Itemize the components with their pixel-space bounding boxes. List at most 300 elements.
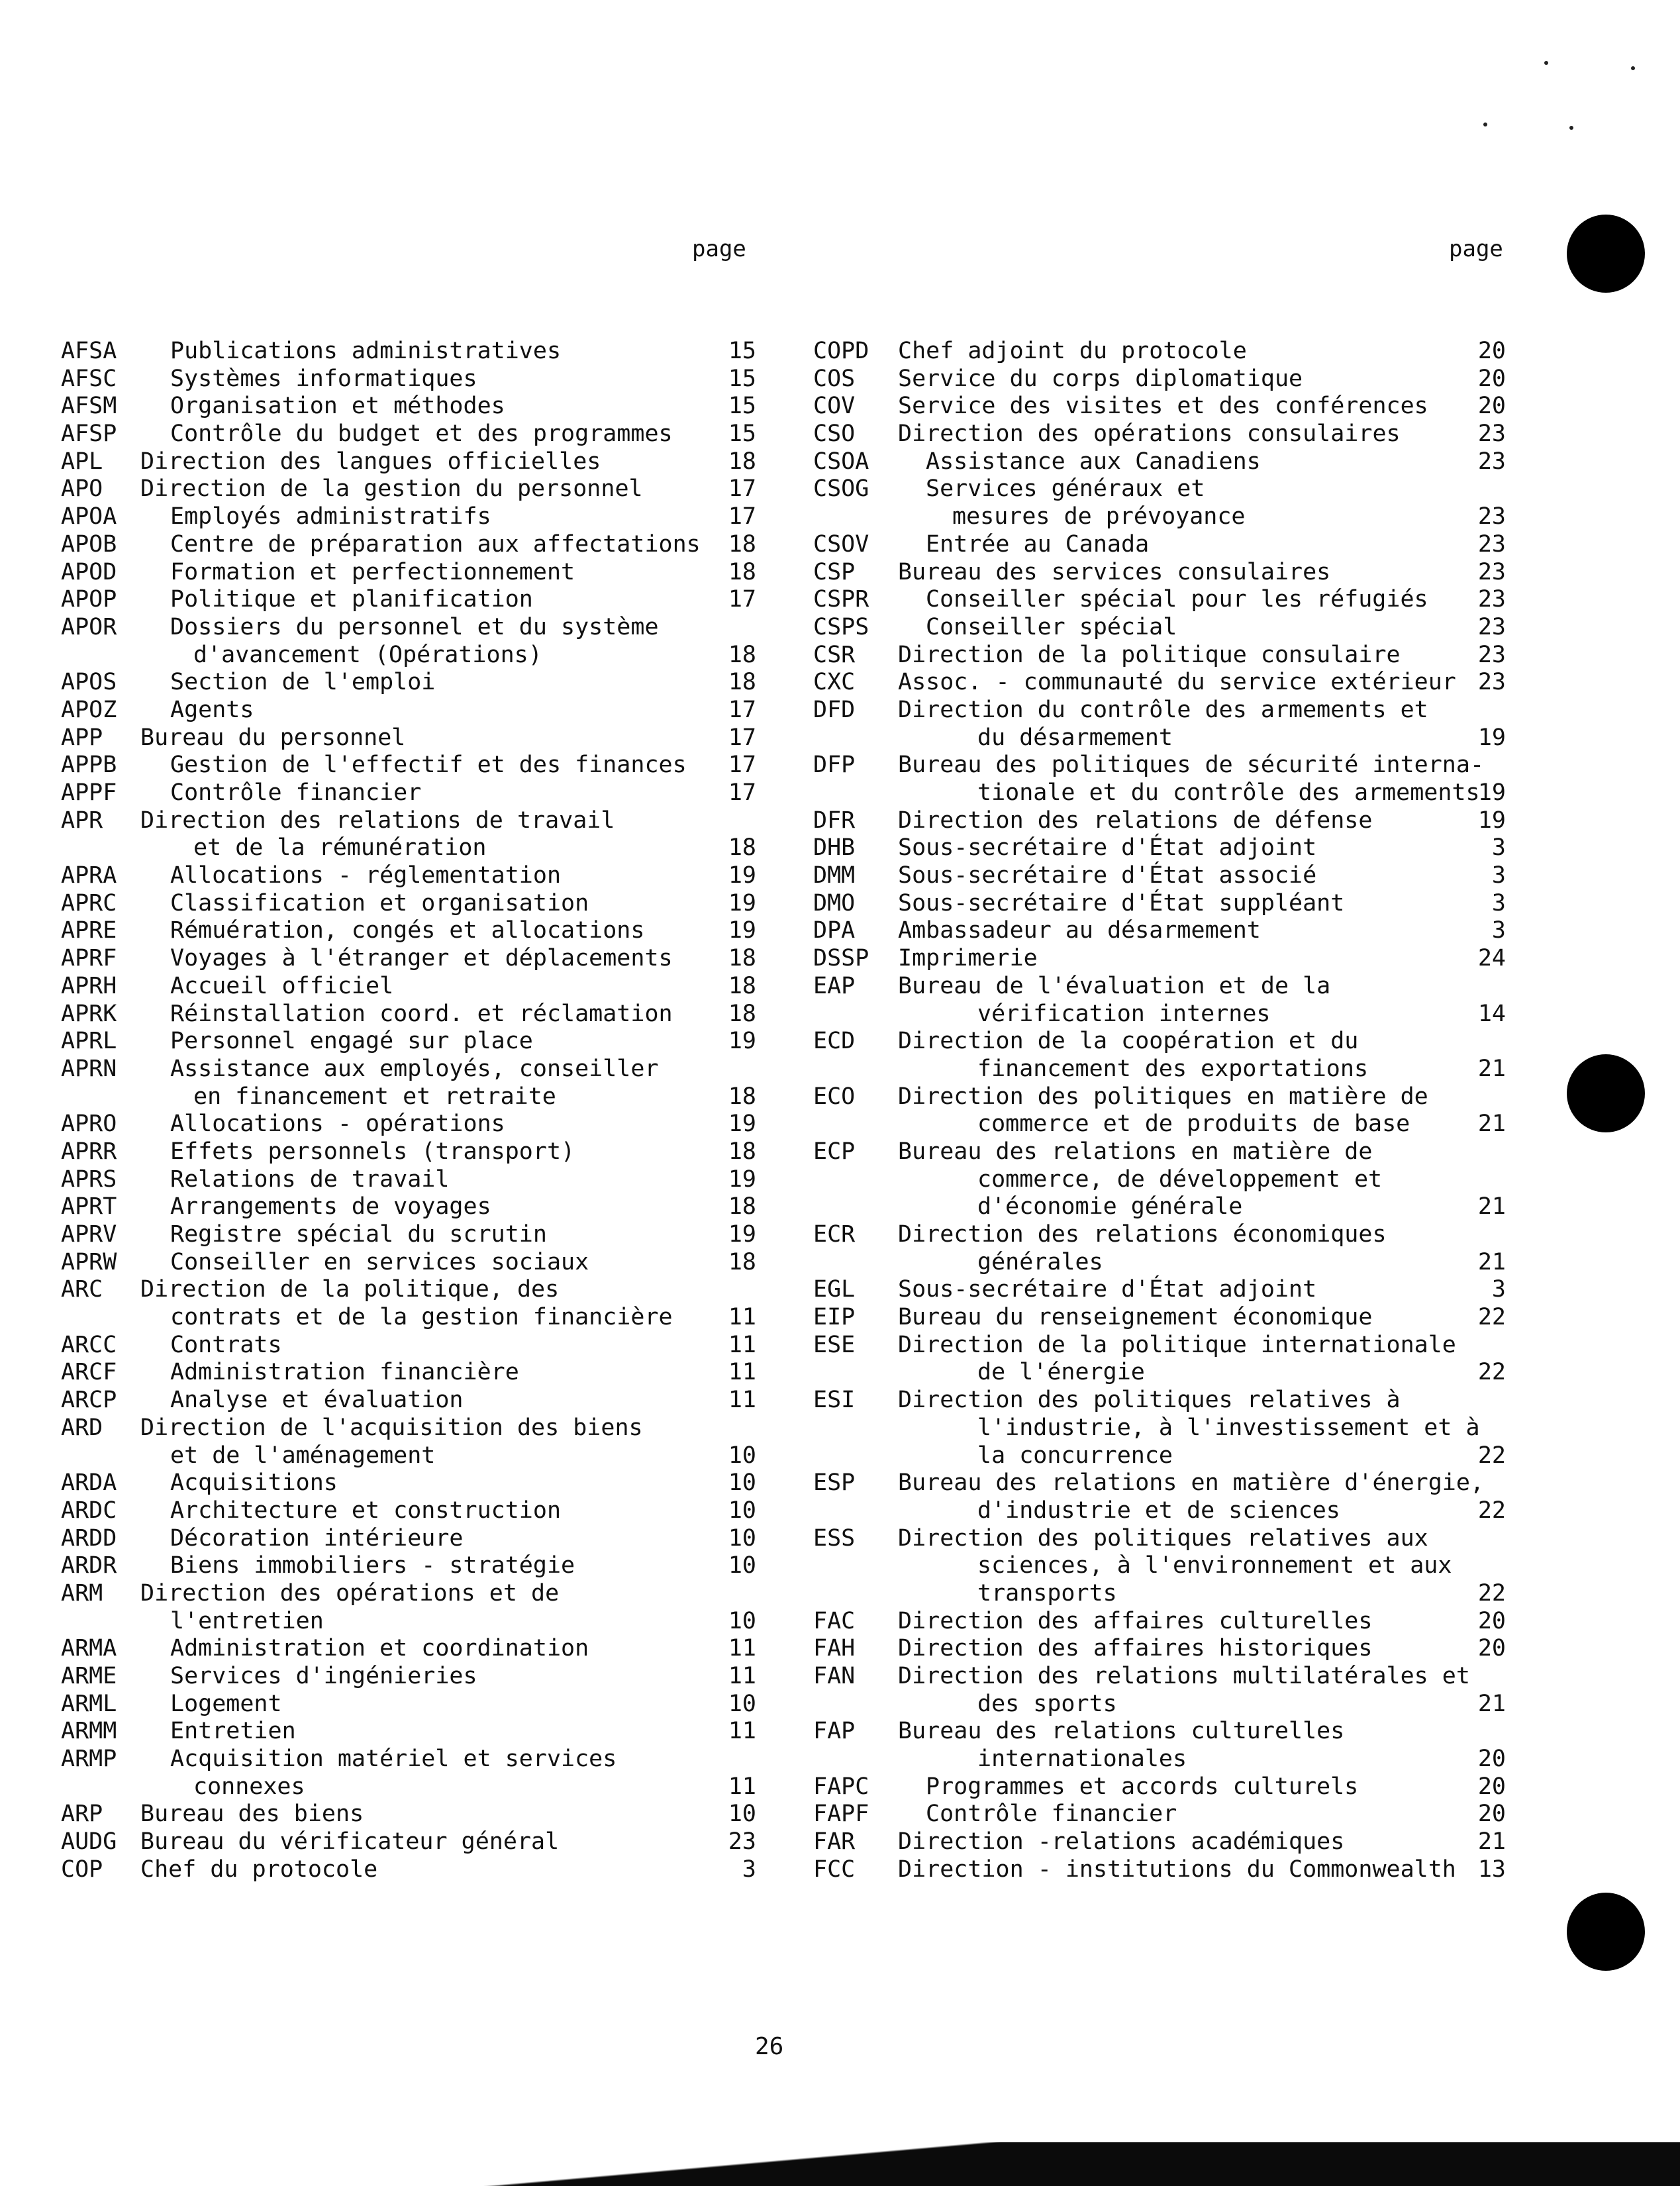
entry-code: APRC (61, 889, 117, 917)
entry-label: Sous-secrétaire d'État adjoint (898, 1276, 1317, 1303)
entry-page-number: 17 (728, 724, 756, 751)
entry-label: tionale et du contrôle des armements (977, 779, 1480, 806)
entry-page-number: 21 (1477, 1055, 1506, 1082)
entry-page-number: 20 (1477, 338, 1506, 364)
entry-code: FAC (813, 1607, 856, 1634)
index-entry (813, 586, 1506, 614)
entry-label: mesures de prévoyance (952, 503, 1246, 530)
entry-code: APL (61, 448, 103, 475)
entry-page-number: 23 (728, 1828, 756, 1856)
entry-label: Direction de la politique consulaire (898, 641, 1401, 668)
entry-page-number: 11 (728, 1304, 756, 1331)
entry-code: ARP (61, 1801, 103, 1828)
index-entry (813, 697, 1506, 724)
entry-page-number: 21 (1477, 1248, 1506, 1275)
index-entry (813, 503, 1506, 531)
index-entry (61, 1387, 756, 1415)
entry-code: COP (61, 1856, 103, 1883)
entry-page-number: 11 (728, 1635, 756, 1662)
index-entry (61, 1166, 756, 1194)
entry-label: l'industrie, à l'investissement et à (977, 1414, 1480, 1441)
entry-page-number: 19 (728, 1221, 756, 1248)
entry-page-number: 19 (728, 1166, 756, 1193)
entry-page-number: 3 (1491, 834, 1506, 862)
entry-code: ESP (813, 1469, 856, 1497)
entry-label: Entrée au Canada (926, 530, 1150, 558)
index-entry (813, 338, 1506, 366)
entry-page-number: 20 (1477, 1773, 1506, 1800)
entry-label: Employés administratifs (170, 503, 491, 530)
index-entry (813, 1359, 1506, 1387)
entry-code: APOP (61, 586, 117, 613)
entry-page-number: 23 (1477, 503, 1506, 530)
index-entry (813, 724, 1506, 752)
entry-code: APPF (61, 779, 117, 806)
entry-label: des sports (977, 1690, 1117, 1717)
entry-code: CSO (813, 421, 856, 448)
index-entry (61, 642, 756, 670)
index-entry (813, 1773, 1506, 1801)
entry-code: AFSM (61, 393, 117, 420)
entry-label: Architecture et construction (170, 1497, 562, 1524)
entry-code: ARM (61, 1579, 103, 1607)
entry-code: ECO (813, 1083, 856, 1110)
index-entry (61, 1332, 756, 1360)
entry-page-number: 23 (1477, 669, 1506, 696)
index-entry (61, 366, 756, 393)
entry-code: APO (61, 475, 103, 503)
entry-page-number: 20 (1477, 1635, 1506, 1662)
index-entry (61, 973, 756, 1001)
entry-label: Direction des politiques relatives à (898, 1387, 1401, 1414)
index-entry (813, 1828, 1506, 1856)
entry-label: Bureau des relations culturelles (898, 1718, 1345, 1745)
index-entry (61, 586, 756, 614)
entry-label: Bureau des politiques de sécurité interna- (898, 752, 1485, 779)
entry-label: Analyse et évaluation (170, 1387, 464, 1414)
entry-label: Agents (170, 696, 254, 723)
entry-label: Section de l'emploi (170, 669, 436, 696)
entry-label: Services d'ingénieries (170, 1663, 477, 1689)
punch-hole-bottom (1567, 1893, 1645, 1971)
entry-label: Réinstallation coord. et réclamation (170, 1000, 673, 1027)
entry-label: Service des visites et des conférences (898, 393, 1428, 420)
entry-page-number: 21 (1477, 1193, 1506, 1220)
entry-label: contrats et de la gestion financière (170, 1304, 673, 1331)
index-entry (813, 1332, 1506, 1360)
entry-page-number: 17 (728, 475, 756, 503)
entry-label: Centre de préparation aux affectations (170, 530, 701, 558)
entry-code: ESE (813, 1331, 856, 1358)
entry-code: APRK (61, 1000, 117, 1027)
index-entry (61, 724, 756, 752)
index-entry (61, 1663, 756, 1691)
entry-label: connexes (193, 1773, 305, 1800)
entry-page-number: 19 (1477, 779, 1506, 806)
entry-label: Publications administratives (170, 338, 562, 364)
entry-label: Assoc. - communauté du service extérieur (898, 669, 1456, 696)
entry-label: Systèmes informatiques (170, 365, 477, 392)
entry-page-number: 18 (728, 641, 756, 668)
entry-code: DFD (813, 696, 856, 723)
entry-label: Programmes et accords culturels (926, 1773, 1359, 1800)
entry-page-number: 18 (728, 530, 756, 558)
entry-code: APRH (61, 972, 117, 999)
index-entry (61, 1773, 756, 1801)
entry-page-number: 23 (1477, 586, 1506, 613)
index-entry (61, 559, 756, 587)
entry-label: Assistance aux Canadiens (926, 448, 1261, 475)
index-entry (813, 1304, 1506, 1332)
scan-speck (1569, 126, 1573, 130)
entry-page-number: 15 (728, 365, 756, 392)
entry-label: Voyages à l'étranger et déplacements (170, 945, 673, 972)
entry-label: Direction du contrôle des armements et (898, 696, 1428, 723)
entry-label: Direction de la politique, des (140, 1276, 560, 1303)
index-entry (61, 669, 756, 697)
entry-code: CSPR (813, 586, 869, 613)
entry-code: ARCC (61, 1331, 117, 1358)
index-entry (61, 807, 756, 835)
entry-page-number: 20 (1477, 1801, 1506, 1828)
entry-code: ECR (813, 1221, 856, 1248)
index-entry (813, 1166, 1506, 1194)
entry-code: CXC (813, 669, 856, 696)
index-entry (61, 917, 756, 945)
entry-code: ESI (813, 1387, 856, 1414)
entry-label: Effets personnels (transport) (170, 1138, 575, 1165)
index-entry (813, 393, 1506, 421)
index-entry (61, 1746, 756, 1773)
entry-label: Direction - institutions du Commonwealth (898, 1856, 1456, 1883)
entry-label: Direction des opérations et de (140, 1579, 560, 1607)
entry-code: FAN (813, 1663, 856, 1689)
index-entry (61, 697, 756, 724)
entry-page-number: 18 (728, 1248, 756, 1275)
entry-code: APRT (61, 1193, 117, 1220)
index-entry (813, 669, 1506, 697)
entry-code: ESS (813, 1524, 856, 1552)
entry-label: Assistance aux employés, conseiller (170, 1055, 659, 1082)
entry-page-number: 17 (728, 779, 756, 806)
index-entry (813, 834, 1506, 862)
entry-code: APPB (61, 752, 117, 779)
index-entry (813, 1746, 1506, 1773)
index-entry (813, 475, 1506, 503)
entry-label: la concurrence (977, 1442, 1173, 1469)
entry-page-number: 3 (1491, 1276, 1506, 1303)
entry-label: Acquisitions (170, 1469, 338, 1497)
scan-speck (1544, 61, 1548, 65)
index-entry (61, 1056, 756, 1083)
entry-page-number: 18 (728, 1193, 756, 1220)
entry-page-number: 20 (1477, 365, 1506, 392)
index-entry (813, 1083, 1506, 1111)
index-entry (813, 1856, 1506, 1884)
entry-label: Logement (170, 1690, 282, 1717)
index-entry (813, 1111, 1506, 1138)
entry-label: d'industrie et de sciences (977, 1497, 1340, 1524)
entry-page-number: 23 (1477, 530, 1506, 558)
index-entry (813, 1138, 1506, 1166)
index-entry (813, 1635, 1506, 1663)
entry-label: Acquisition matériel et services (170, 1746, 617, 1773)
entry-page-number: 10 (728, 1497, 756, 1524)
index-entry (61, 1415, 756, 1442)
entry-page-number: 17 (728, 752, 756, 779)
entry-page-number: 13 (1477, 1856, 1506, 1883)
entry-page-number: 22 (1477, 1497, 1506, 1524)
entry-code: APRW (61, 1248, 117, 1275)
entry-code: ARME (61, 1663, 117, 1689)
index-entry (61, 1138, 756, 1166)
entry-code: APRN (61, 1055, 117, 1082)
entry-code: APOS (61, 669, 117, 696)
entry-page-number: 11 (728, 1663, 756, 1689)
entry-page-number: 17 (728, 586, 756, 613)
entry-page-number: 19 (728, 862, 756, 889)
entry-page-number: 21 (1477, 1111, 1506, 1138)
entry-page-number: 17 (728, 696, 756, 723)
index-entry (61, 1718, 756, 1746)
index-entry (61, 1856, 756, 1884)
entry-page-number: 18 (728, 834, 756, 862)
entry-label: Politique et planification (170, 586, 533, 613)
index-entry (813, 973, 1506, 1001)
entry-page-number: 24 (1477, 945, 1506, 972)
index-entry (61, 1001, 756, 1028)
entry-code: DHB (813, 834, 856, 862)
entry-code: ARC (61, 1276, 103, 1303)
punch-hole-middle (1567, 1054, 1645, 1132)
entry-label: Sous-secrétaire d'État adjoint (898, 834, 1317, 862)
entry-code: CSOG (813, 475, 869, 503)
entry-code: ARDD (61, 1524, 117, 1552)
entry-label: Bureau du personnel (140, 724, 406, 751)
entry-code: ECD (813, 1028, 856, 1055)
entry-page-number: 10 (728, 1442, 756, 1469)
entry-label: Bureau des relations en matière de (898, 1138, 1373, 1165)
index-entry (813, 1580, 1506, 1608)
entry-code: DMM (813, 862, 856, 889)
entry-label: Direction des affaires culturelles (898, 1607, 1373, 1634)
index-entry (813, 945, 1506, 973)
entry-code: ARD (61, 1414, 103, 1441)
entry-code: APOR (61, 613, 117, 640)
entry-page-number: 17 (728, 503, 756, 530)
entry-label: internationales (977, 1746, 1187, 1773)
index-entry (813, 1718, 1506, 1746)
entry-page-number: 14 (1477, 1000, 1506, 1027)
index-entry (813, 1552, 1506, 1580)
index-entry (813, 1056, 1506, 1083)
index-entry (813, 1469, 1506, 1497)
entry-page-number: 22 (1477, 1442, 1506, 1469)
entry-code: EIP (813, 1304, 856, 1331)
entry-label: Direction -relations académiques (898, 1828, 1345, 1856)
entry-page-number: 18 (728, 558, 756, 585)
entry-code: APOZ (61, 696, 117, 723)
punch-hole-top (1567, 215, 1645, 293)
index-entry (61, 1608, 756, 1636)
entry-page-number: 21 (1477, 1828, 1506, 1856)
index-entry (61, 503, 756, 531)
entry-code: AUDG (61, 1828, 117, 1856)
entry-label: Organisation et méthodes (170, 393, 505, 420)
entry-label: générales (977, 1248, 1103, 1275)
scan-speck (1631, 66, 1635, 70)
entry-label: Direction des opérations consulaires (898, 421, 1401, 448)
index-entry (61, 890, 756, 918)
entry-label: Service du corps diplomatique (898, 365, 1303, 392)
index-entry (61, 1359, 756, 1387)
entry-label: Contrôle du budget et des programmes (170, 421, 673, 448)
index-entry (61, 475, 756, 503)
index-column-left (61, 338, 756, 1884)
index-entry (813, 448, 1506, 476)
page-number: 26 (755, 2033, 784, 2060)
entry-label: commerce, de développement et (977, 1166, 1383, 1193)
index-entry (61, 1552, 756, 1580)
entry-page-number: 10 (728, 1552, 756, 1579)
entry-label: Direction des politiques en matière de (898, 1083, 1428, 1110)
entry-label: Contrats (170, 1331, 282, 1358)
index-entry (813, 1001, 1506, 1028)
entry-label: sciences, à l'environnement et aux (977, 1552, 1452, 1579)
index-entry (813, 614, 1506, 642)
entry-page-number: 18 (728, 945, 756, 972)
index-entry (813, 1221, 1506, 1249)
entry-code: FAPC (813, 1773, 869, 1800)
entry-code: ARDA (61, 1469, 117, 1497)
entry-code: DFR (813, 807, 856, 834)
entry-code: COPD (813, 338, 869, 364)
entry-page-number: 19 (1477, 807, 1506, 834)
index-entry (813, 917, 1506, 945)
entry-label: en financement et retraite (193, 1083, 556, 1110)
entry-page-number: 19 (728, 1028, 756, 1055)
entry-page-number: 22 (1477, 1359, 1506, 1386)
entry-label: Administration financière (170, 1359, 519, 1386)
entry-label: Classification et organisation (170, 889, 589, 917)
entry-code: APRS (61, 1166, 117, 1193)
entry-label: Chef du protocole (140, 1856, 378, 1883)
entry-code: APRL (61, 1028, 117, 1055)
entry-code: FAPF (813, 1801, 869, 1828)
index-entry (61, 1083, 756, 1111)
index-entry (61, 1442, 756, 1470)
index-entry (813, 862, 1506, 890)
entry-page-number: 11 (728, 1387, 756, 1414)
entry-page-number: 18 (728, 1000, 756, 1027)
scan-speck (1483, 123, 1487, 126)
entry-label: Accueil officiel (170, 972, 394, 999)
entry-code: APRA (61, 862, 117, 889)
entry-label: Bureau des relations en matière d'énergie, (898, 1469, 1485, 1497)
entry-label: Sous-secrétaire d'État suppléant (898, 889, 1345, 917)
entry-code: ARDR (61, 1552, 117, 1579)
index-entry (813, 1028, 1506, 1056)
index-entry (813, 1276, 1506, 1304)
index-entry (813, 366, 1506, 393)
entry-code: APP (61, 724, 103, 751)
index-entry (813, 531, 1506, 559)
scan-edge-shadow (0, 2142, 1680, 2186)
entry-code: APRE (61, 917, 117, 944)
entry-label: et de la rémunération (193, 834, 487, 862)
index-entry (813, 779, 1506, 807)
entry-label: Bureau des biens (140, 1801, 364, 1828)
entry-code: ARCP (61, 1387, 117, 1414)
entry-code: AFSA (61, 338, 117, 364)
entry-label: Direction des relations économiques (898, 1221, 1387, 1248)
entry-label: Direction des affaires historiques (898, 1635, 1373, 1662)
index-entry (61, 1111, 756, 1138)
entry-label: Chef adjoint du protocole (898, 338, 1247, 364)
entry-code: DSSP (813, 945, 869, 972)
index-entry (61, 1525, 756, 1553)
index-entry (61, 1469, 756, 1497)
page-column-heading-right: page (1449, 236, 1503, 262)
entry-label: Relations de travail (170, 1166, 450, 1193)
entry-label: Dossiers du personnel et du système (170, 613, 659, 640)
entry-page-number: 10 (728, 1801, 756, 1828)
entry-label: Formation et perfectionnement (170, 558, 575, 585)
entry-label: transports (977, 1579, 1117, 1607)
entry-page-number: 11 (728, 1359, 756, 1386)
index-entry (813, 1193, 1506, 1221)
index-entry (61, 779, 756, 807)
entry-code: APOB (61, 530, 117, 558)
index-entry (61, 1304, 756, 1332)
entry-page-number: 15 (728, 421, 756, 448)
entry-label: Ambassadeur au désarmement (898, 917, 1261, 944)
index-entry (61, 945, 756, 973)
index-entry (61, 1801, 756, 1828)
entry-code: DMO (813, 889, 856, 917)
entry-label: Conseiller spécial (926, 613, 1177, 640)
entry-page-number: 11 (728, 1718, 756, 1745)
entry-page-number: 23 (1477, 448, 1506, 475)
entry-page-number: 22 (1477, 1304, 1506, 1331)
entry-label: Arrangements de voyages (170, 1193, 491, 1220)
entry-code: APOD (61, 558, 117, 585)
index-entry (813, 807, 1506, 835)
entry-page-number: 23 (1477, 421, 1506, 448)
entry-page-number: 18 (728, 448, 756, 475)
entry-label: Direction des langues officielles (140, 448, 601, 475)
entry-code: CSP (813, 558, 856, 585)
entry-page-number: 23 (1477, 613, 1506, 640)
entry-label: Contrôle financier (926, 1801, 1177, 1828)
entry-page-number: 10 (728, 1690, 756, 1717)
index-entry (813, 890, 1506, 918)
entry-code: DPA (813, 917, 856, 944)
entry-code: ECP (813, 1138, 856, 1165)
entry-label: commerce et de produits de base (977, 1111, 1410, 1138)
entry-page-number: 18 (728, 1138, 756, 1165)
index-entry (61, 1221, 756, 1249)
entry-page-number: 19 (728, 889, 756, 917)
index-entry (813, 752, 1506, 779)
entry-label: l'entretien (170, 1607, 324, 1634)
entry-code: AFSC (61, 365, 117, 392)
index-entry (61, 1276, 756, 1304)
entry-label: Direction de la gestion du personnel (140, 475, 643, 503)
index-entry (813, 559, 1506, 587)
entry-code: COV (813, 393, 856, 420)
entry-label: Conseiller en services sociaux (170, 1248, 589, 1275)
